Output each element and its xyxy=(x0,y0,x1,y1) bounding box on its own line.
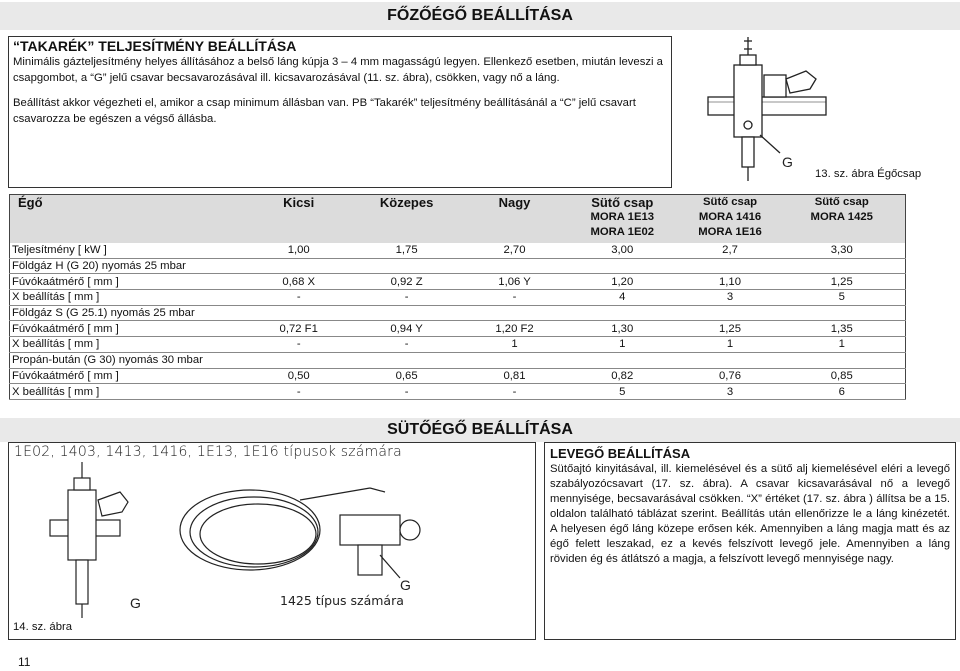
table-cell xyxy=(466,305,563,321)
table-cell: 1,35 xyxy=(778,321,905,337)
table-header-cell: Nagy xyxy=(466,195,563,244)
figure-label-g: G xyxy=(400,577,411,593)
table-cell xyxy=(347,258,466,274)
table-cell: 1,25 xyxy=(682,321,779,337)
table-cell: - xyxy=(347,384,466,400)
table-cell: 1,30 xyxy=(563,321,682,337)
table-cell: - xyxy=(250,384,347,400)
table-cell: Propán-bután (G 30) nyomás 30 mbar xyxy=(10,352,251,368)
section-banner-oven: SÜTŐÉGŐ BEÁLLÍTÁSA xyxy=(0,418,960,442)
table-cell: 2,7 xyxy=(682,243,779,258)
table-cell: 4 xyxy=(563,290,682,306)
table-cell xyxy=(347,352,466,368)
table-cell: 0,68 X xyxy=(250,274,347,290)
table-cell xyxy=(563,352,682,368)
table-cell: 2,70 xyxy=(466,243,563,258)
table-cell: Földgáz H (G 20) nyomás 25 mbar xyxy=(10,258,251,274)
table-cell: X beállítás [ mm ] xyxy=(10,290,251,306)
table-cell: 3 xyxy=(682,290,779,306)
table-cell xyxy=(250,352,347,368)
nozzle-spec-table xyxy=(9,194,906,400)
table-cell: Fúvókaátmérő [ mm ] xyxy=(10,274,251,290)
table-cell: - xyxy=(347,337,466,353)
table-cell: - xyxy=(466,290,563,306)
table-cell: 6 xyxy=(778,384,905,400)
table-row xyxy=(10,243,906,258)
table-cell: Földgáz S (G 25.1) nyomás 25 mbar xyxy=(10,305,251,321)
table-cell xyxy=(466,352,563,368)
table-cell: 5 xyxy=(563,384,682,400)
table-row xyxy=(10,290,906,306)
section-banner-cooktop: FŐZŐÉGŐ BEÁLLÍTÁSA xyxy=(0,2,960,30)
table-cell: Fúvókaátmérő [ mm ] xyxy=(10,368,251,384)
table-cell: - xyxy=(347,290,466,306)
table-cell: 0,65 xyxy=(347,368,466,384)
table-cell: 0,94 Y xyxy=(347,321,466,337)
table-cell: 1 xyxy=(682,337,779,353)
table-cell xyxy=(347,305,466,321)
table-cell xyxy=(250,305,347,321)
table-cell xyxy=(778,258,905,274)
table-header-cell: Közepes xyxy=(347,195,466,244)
table-cell: 0,50 xyxy=(250,368,347,384)
table-cell xyxy=(778,352,905,368)
table-cell xyxy=(682,258,779,274)
table-cell xyxy=(563,305,682,321)
table-row xyxy=(10,384,906,400)
table-cell xyxy=(778,305,905,321)
table-cell: 0,92 Z xyxy=(347,274,466,290)
table-header-cell: Sütő csap MORA 1E13 MORA 1E02 xyxy=(563,195,682,244)
table-row xyxy=(10,368,906,384)
table-cell: X beállítás [ mm ] xyxy=(10,337,251,353)
table-cell: Teljesítmény [ kW ] xyxy=(10,243,251,258)
table-cell: 3,30 xyxy=(778,243,905,258)
handwritten-caption-types: 1E02, 1403, 1413, 1416, 1E13, 1E16 típusok számára xyxy=(14,444,402,460)
table-cell: 0,72 F1 xyxy=(250,321,347,337)
figure-13-caption: 13. sz. ábra Égőcsap xyxy=(815,168,922,180)
table-cell: 0,82 xyxy=(563,368,682,384)
table-cell: 1,10 xyxy=(682,274,779,290)
table-cell: 0,85 xyxy=(778,368,905,384)
figure-label-g: G xyxy=(130,595,141,611)
air-adjust-title: LEVEGŐ BEÁLLÍTÁSA xyxy=(550,446,691,461)
table-header-cell: Égő xyxy=(10,195,251,244)
table-cell: 1 xyxy=(563,337,682,353)
table-row xyxy=(10,321,906,337)
table-cell: 1 xyxy=(778,337,905,353)
table-header-cell: Sütő csap MORA 1425 xyxy=(778,195,905,244)
takarek-paragraph-2: Beállítást akkor végezheti el, amikor a csap minimum állásban van. PB “Takarék” teljesítmény beállításánál a “C” jelű csavart csavarozza be egészen a végső állásba. xyxy=(13,97,636,125)
table-cell: 0,81 xyxy=(466,368,563,384)
table-cell: 1,00 xyxy=(250,243,347,258)
table-cell: - xyxy=(466,384,563,400)
table-cell: 1,20 xyxy=(563,274,682,290)
table-cell: 1,20 F2 xyxy=(466,321,563,337)
handwritten-caption-1425: 1425 típus számára xyxy=(280,593,404,608)
figure-14-caption: 14. sz. ábra xyxy=(13,621,73,633)
page-number: 11 xyxy=(18,655,31,669)
table-cell: 3 xyxy=(682,384,779,400)
table-row xyxy=(10,274,906,290)
table-cell: 1,06 Y xyxy=(466,274,563,290)
air-adjust-paragraph: Sütőajtó kinyitásával, ill. kiemelésével és a sütő alj kiemelésével eléri a levegő szabályozócsavart (17. sz. ábra). A csavar kicsavarásával nő a levegő mennyisége, becsavarásával csökken. “X” értéket (17. sz. ábra ) állítsa be a 15. oldalon található táblázat szerint. Beállítás után ellenőrizze le a láng kinézetét. A helyesen égő láng közepe erősen kék. Amennyiben a láng magja matt és az égő felett leszakad, ez a kevés felszívott levegő jele. Amennyiben a láng röviden ég és átlátszó a magja, a felszívott levegő mennyisége nagy. xyxy=(550,463,950,565)
table-cell: 5 xyxy=(778,290,905,306)
table-cell: - xyxy=(250,290,347,306)
burner-valve-illustration xyxy=(706,35,846,183)
table-header-cell: Sütő csap MORA 1416 MORA 1E16 xyxy=(682,195,779,244)
table-header-row xyxy=(10,195,906,244)
table-row xyxy=(10,305,906,321)
table-cell xyxy=(682,305,779,321)
table-cell: X beállítás [ mm ] xyxy=(10,384,251,400)
table-cell: 1,25 xyxy=(778,274,905,290)
takarek-title: “TAKARÉK” TELJESÍTMÉNY BEÁLLÍTÁSA xyxy=(13,38,297,54)
table-row xyxy=(10,258,906,274)
figure-label-g: G xyxy=(782,154,793,170)
table-header-cell: Kicsi xyxy=(250,195,347,244)
table-cell xyxy=(466,258,563,274)
table-cell: 1,75 xyxy=(347,243,466,258)
table-cell: - xyxy=(250,337,347,353)
table-cell xyxy=(563,258,682,274)
table-cell: 0,76 xyxy=(682,368,779,384)
table-row xyxy=(10,352,906,368)
takarek-paragraph-1: Minimális gázteljesítmény helyes állításához a belső láng kúpja 3 – 4 mm magasságú legyen. Ellenkező esetben, miután leveszi a csapgombot, a “G” jelű csavar becsavarozásával ill. kicsavarozásával (11. sz. ábra), csökken, vagy nő a láng. xyxy=(13,56,663,84)
table-cell: Fúvókaátmérő [ mm ] xyxy=(10,321,251,337)
table-cell: 3,00 xyxy=(563,243,682,258)
table-cell xyxy=(250,258,347,274)
table-row xyxy=(10,337,906,353)
table-cell: 1 xyxy=(466,337,563,353)
table-cell xyxy=(682,352,779,368)
